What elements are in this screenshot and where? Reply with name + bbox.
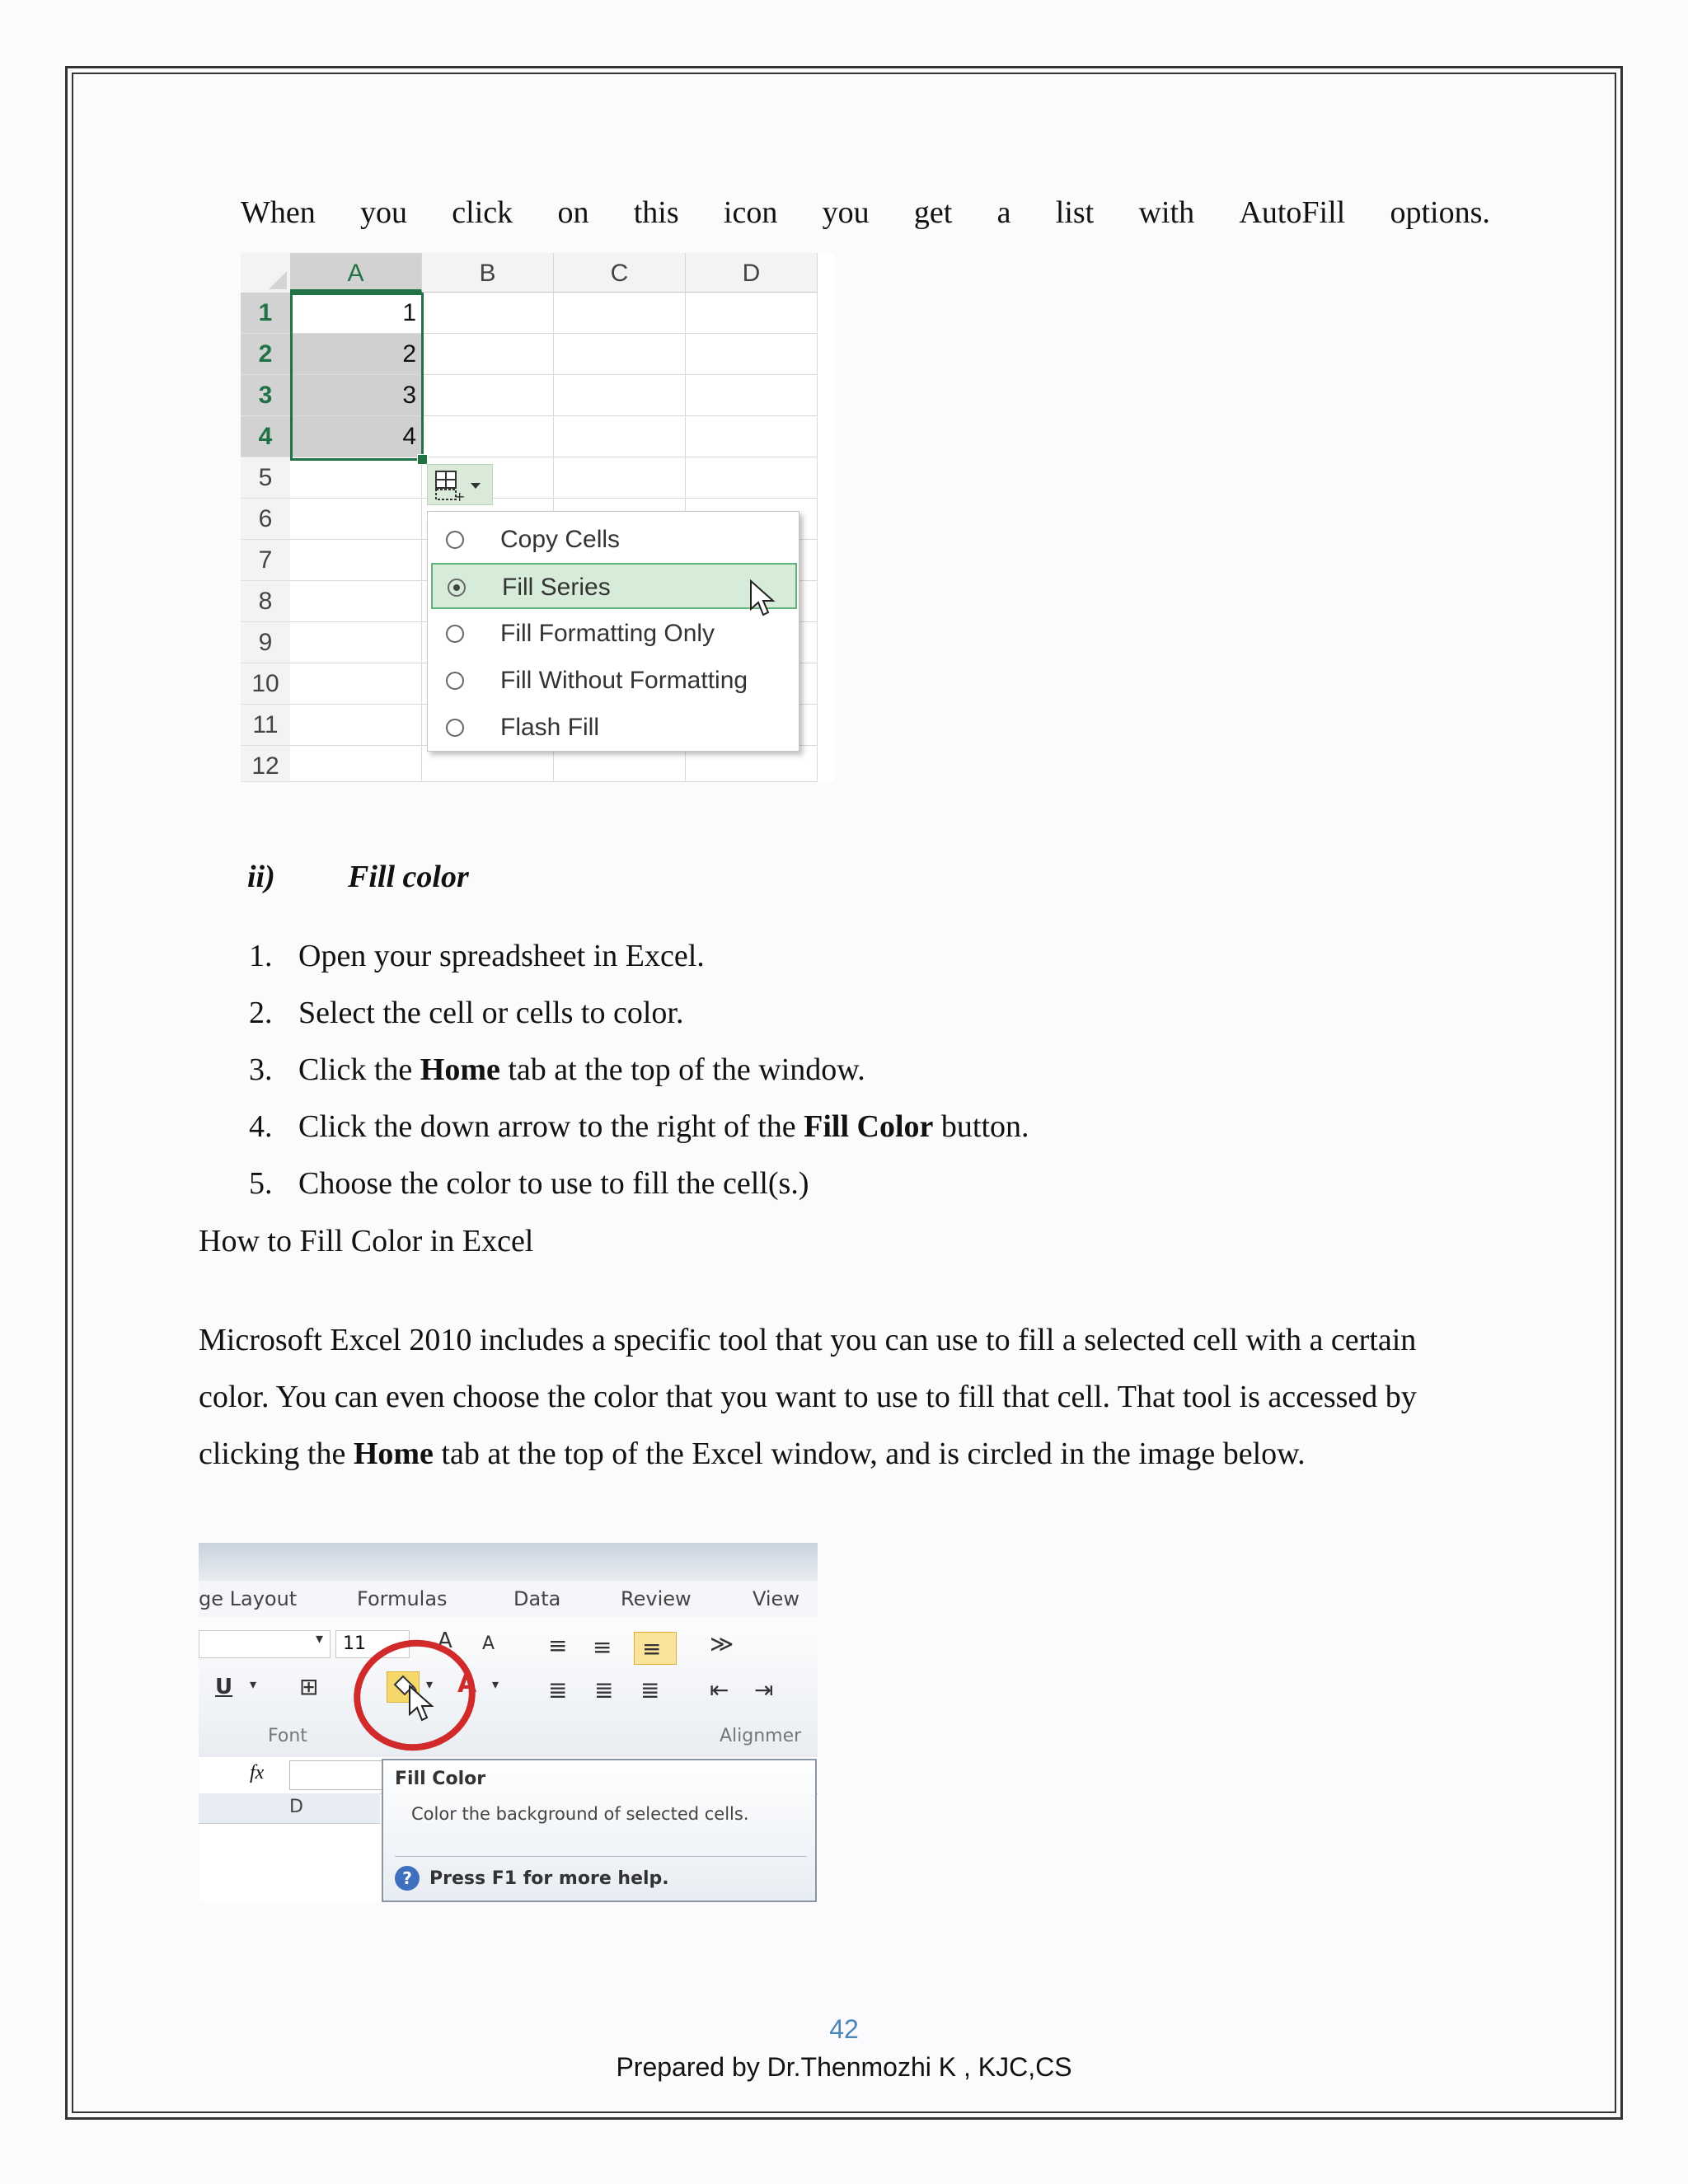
selection-border [290, 293, 424, 461]
row-header[interactable]: 2 [241, 334, 290, 375]
page-number: 42 [829, 2014, 859, 2044]
tab-formulas[interactable]: Formulas [357, 1587, 448, 1610]
menu-item-flash-fill[interactable]: Flash Fill [431, 705, 797, 751]
section-title: Fill color [348, 860, 469, 894]
intro-word: get [913, 195, 953, 230]
tab-data[interactable]: Data [513, 1587, 561, 1610]
radio-icon[interactable] [446, 531, 464, 549]
intro-word: options. [1390, 195, 1490, 230]
list-item: 1. Open your spreadsheet in Excel. [249, 939, 705, 973]
bottom-align-icon: ≡ [642, 1635, 662, 1662]
grid-cell[interactable] [686, 457, 818, 499]
intro-word: AutoFill [1239, 195, 1346, 230]
top-align-icon[interactable]: ≡ [548, 1632, 568, 1659]
increase-indent-icon[interactable]: ⇥ [754, 1676, 774, 1704]
chevron-down-icon[interactable]: ▾ [492, 1676, 499, 1692]
tab-page-layout[interactable]: ge Layout [199, 1587, 298, 1610]
autofill-options-icon [428, 465, 494, 506]
align-center-icon[interactable]: ≣ [594, 1676, 614, 1704]
align-right-icon[interactable]: ≣ [640, 1676, 660, 1704]
grow-font-icon[interactable]: A [438, 1629, 452, 1653]
intro-word: you [822, 195, 870, 230]
ribbon-screenshot [199, 1543, 818, 1902]
orientation-icon[interactable]: ≫ [710, 1630, 734, 1657]
grid-cell[interactable] [290, 705, 422, 746]
intro-word: a [996, 195, 1011, 230]
intro-word: this [633, 195, 679, 230]
section-number: ii) [247, 860, 275, 894]
font-name-box[interactable] [199, 1630, 331, 1658]
intro-word: When [241, 195, 316, 230]
grid-cell[interactable] [290, 663, 422, 705]
intro-word: on [557, 195, 589, 230]
row-header[interactable]: 12 [241, 746, 290, 782]
grid-cell[interactable] [554, 293, 686, 334]
cell-a3[interactable]: 3 [290, 375, 422, 416]
row-header[interactable]: 7 [241, 540, 290, 581]
column-header-d[interactable]: D [686, 253, 818, 293]
grid-cell[interactable] [290, 622, 422, 663]
alignment-group-label: Alignmer [720, 1726, 802, 1746]
column-header-a[interactable]: A [290, 253, 422, 293]
grid-cell[interactable] [554, 375, 686, 416]
intro-line [241, 194, 1490, 231]
underline-icon[interactable]: U [215, 1675, 233, 1699]
grid-cell[interactable] [422, 293, 554, 334]
row-header[interactable]: 5 [241, 457, 290, 499]
row-header[interactable]: 1 [241, 293, 290, 334]
how-to-heading: How to Fill Color in Excel [199, 1224, 534, 1258]
grid-cell[interactable] [290, 457, 422, 499]
paragraph-line: Microsoft Excel 2010 includes a specific tool that you can use to fill a selected cell with a certain [199, 1323, 1417, 1357]
column-header-d[interactable]: D [199, 1793, 380, 1824]
list-item: 5. Choose the color to use to fill the cell(s.) [249, 1166, 809, 1201]
grid-cell[interactable] [290, 746, 422, 782]
autofill-options-button[interactable] [427, 464, 493, 505]
row-header[interactable]: 4 [241, 416, 290, 457]
grid-cell[interactable] [686, 293, 818, 334]
row-header[interactable]: 11 [241, 705, 290, 746]
grid-cell[interactable] [290, 540, 422, 581]
grid-cell[interactable] [554, 416, 686, 457]
function-icon[interactable]: fx [250, 1762, 265, 1783]
menu-item-fill-without-formatting[interactable]: Fill Without Formatting [431, 658, 797, 704]
list-item: 2. Select the cell or cells to color. [249, 996, 684, 1030]
grid-cell[interactable] [422, 334, 554, 375]
autofill-options-menu [427, 511, 799, 752]
radio-selected-icon[interactable] [448, 579, 466, 597]
intro-word: icon [723, 195, 778, 230]
middle-align-icon[interactable]: ≡ [593, 1633, 612, 1661]
tab-view[interactable]: View [753, 1587, 799, 1610]
grid-cell[interactable] [290, 499, 422, 540]
grid-cell[interactable] [422, 416, 554, 457]
row-header[interactable]: 6 [241, 499, 290, 540]
fill-color-tooltip [382, 1759, 817, 1902]
shrink-font-icon[interactable]: A [482, 1633, 495, 1654]
grid-cell[interactable] [686, 375, 818, 416]
tooltip-help: ? Press F1 for more help. [395, 1866, 669, 1891]
svg-text:+: + [454, 489, 466, 504]
row-header[interactable]: 9 [241, 622, 290, 663]
decrease-indent-icon[interactable]: ⇤ [710, 1676, 729, 1704]
grid-cell[interactable] [290, 581, 422, 622]
align-left-icon[interactable]: ≣ [548, 1676, 568, 1704]
tooltip-description: Color the background of selected cells. [411, 1804, 749, 1824]
font-size-box[interactable]: 11 [335, 1630, 410, 1658]
tooltip-title: Fill Color [395, 1769, 486, 1789]
chevron-down-icon[interactable]: ▾ [250, 1676, 257, 1692]
cell-a1[interactable]: 1 [290, 293, 422, 334]
grid-cell[interactable] [554, 457, 686, 499]
cell-a4[interactable]: 4 [290, 416, 422, 457]
menu-item-copy-cells[interactable]: Copy Cells [431, 517, 797, 563]
title-bar [199, 1543, 818, 1581]
paragraph-line: clicking the Home tab at the top of the Excel window, and is circled in the image below. [199, 1436, 1306, 1471]
intro-word: list [1055, 195, 1095, 230]
grid-cell[interactable] [686, 416, 818, 457]
ribbon-tabs [199, 1581, 818, 1618]
paragraph-line: color. You can even choose the color that you want to use to fill that cell. That tool is accessed by [199, 1380, 1417, 1414]
select-all-corner[interactable] [241, 253, 290, 293]
list-item: 3. Click the Home tab at the top of the window. [249, 1052, 865, 1087]
cell-a2[interactable]: 2 [290, 334, 422, 375]
column-header-b[interactable]: B [422, 253, 554, 293]
chevron-down-icon[interactable]: ▾ [426, 1676, 434, 1692]
tooltip-divider [395, 1856, 807, 1857]
borders-icon[interactable]: ⊞ [299, 1673, 319, 1700]
radio-icon[interactable] [446, 625, 464, 643]
grid-cell[interactable] [554, 334, 686, 375]
row-header[interactable]: 3 [241, 375, 290, 416]
radio-icon[interactable] [446, 719, 464, 737]
list-item: 4. Click the down arrow to the right of the Fill Color button. [249, 1109, 1029, 1144]
chevron-down-icon[interactable]: ▾ [316, 1630, 324, 1647]
grid-cell[interactable] [422, 375, 554, 416]
column-header-c[interactable]: C [554, 253, 686, 293]
footer-prepared-by: Prepared by Dr.Thenmozhi K , KJC,CS [616, 2052, 1072, 2082]
grid-cell[interactable] [686, 334, 818, 375]
menu-item-fill-formatting-only[interactable]: Fill Formatting Only [431, 611, 797, 657]
help-icon: ? [395, 1866, 420, 1891]
intro-word: you [360, 195, 408, 230]
radio-icon[interactable] [446, 672, 464, 690]
row-header[interactable]: 8 [241, 581, 290, 622]
font-group-label: Font [268, 1726, 307, 1746]
row-header[interactable]: 10 [241, 663, 290, 705]
formula-input[interactable] [289, 1760, 390, 1790]
menu-item-fill-series[interactable]: Fill Series [431, 563, 797, 609]
tab-review[interactable]: Review [621, 1587, 692, 1610]
font-color-icon[interactable]: A [457, 1670, 477, 1699]
intro-word: click [452, 195, 513, 230]
intro-word: with [1138, 195, 1195, 230]
autofill-screenshot [241, 253, 834, 782]
